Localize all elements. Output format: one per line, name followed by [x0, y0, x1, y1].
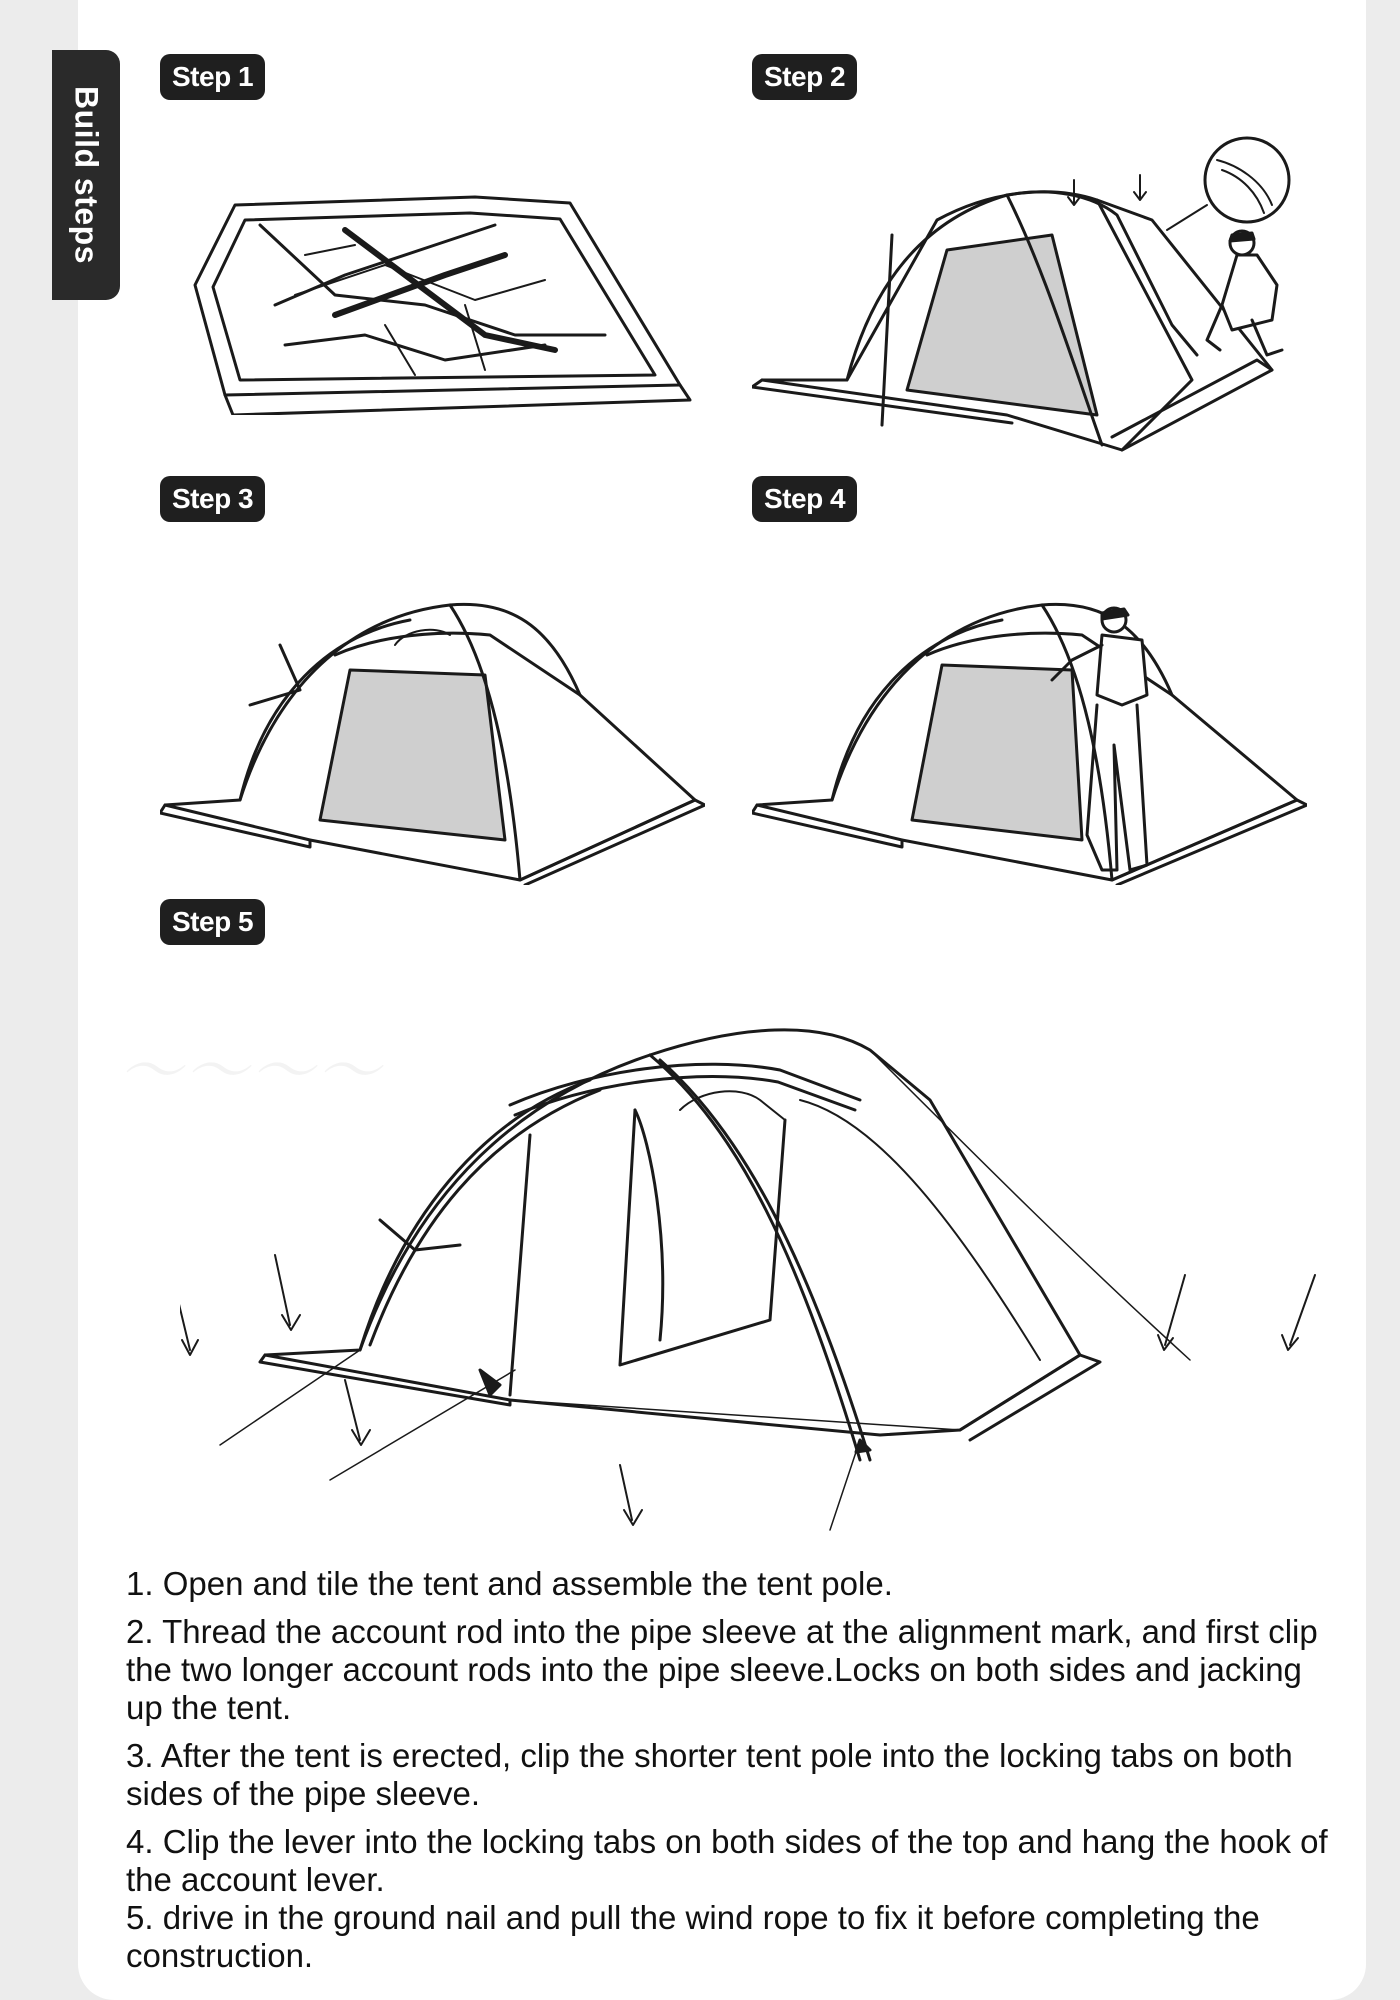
- step-1-label: Step 1: [160, 54, 265, 100]
- step-2-illustration: [752, 125, 1332, 455]
- instruction-4: 4. Clip the lever into the locking tabs on both sides of the top and hang the hook of the account lever.: [126, 1823, 1328, 1898]
- watermark: ～～～～: [118, 1035, 382, 1109]
- step-5-label: Step 5: [160, 899, 265, 945]
- instruction-1: 1. Open and tile the tent and assemble the tent pole.: [126, 1565, 893, 1602]
- step-1-illustration: [185, 185, 695, 415]
- build-steps-tab: [52, 50, 120, 300]
- instruction-3: 3. After the tent is erected, clip the shorter tent pole into the locking tabs on both sides of the pipe sleeve.: [126, 1737, 1293, 1812]
- build-steps-label: Build steps: [68, 86, 105, 264]
- instruction-2: 2. Thread the account rod into the pipe sleeve at the alignment mark, and first clip the two longer account rods into the pipe sleeve.Locks on both sides and jacking up the tent.: [126, 1613, 1318, 1726]
- step-4-illustration: [752, 585, 1307, 885]
- step-3-illustration: [160, 585, 705, 885]
- instructions: [126, 1565, 1336, 1985]
- instruction-5: 5. drive in the ground nail and pull the wind rope to fix it before completing the construction.: [126, 1899, 1260, 1974]
- step-2-label: Step 2: [752, 54, 857, 100]
- step-3-label: Step 3: [160, 476, 265, 522]
- step-4-label: Step 4: [752, 476, 857, 522]
- step-5-illustration: [180, 1010, 1320, 1535]
